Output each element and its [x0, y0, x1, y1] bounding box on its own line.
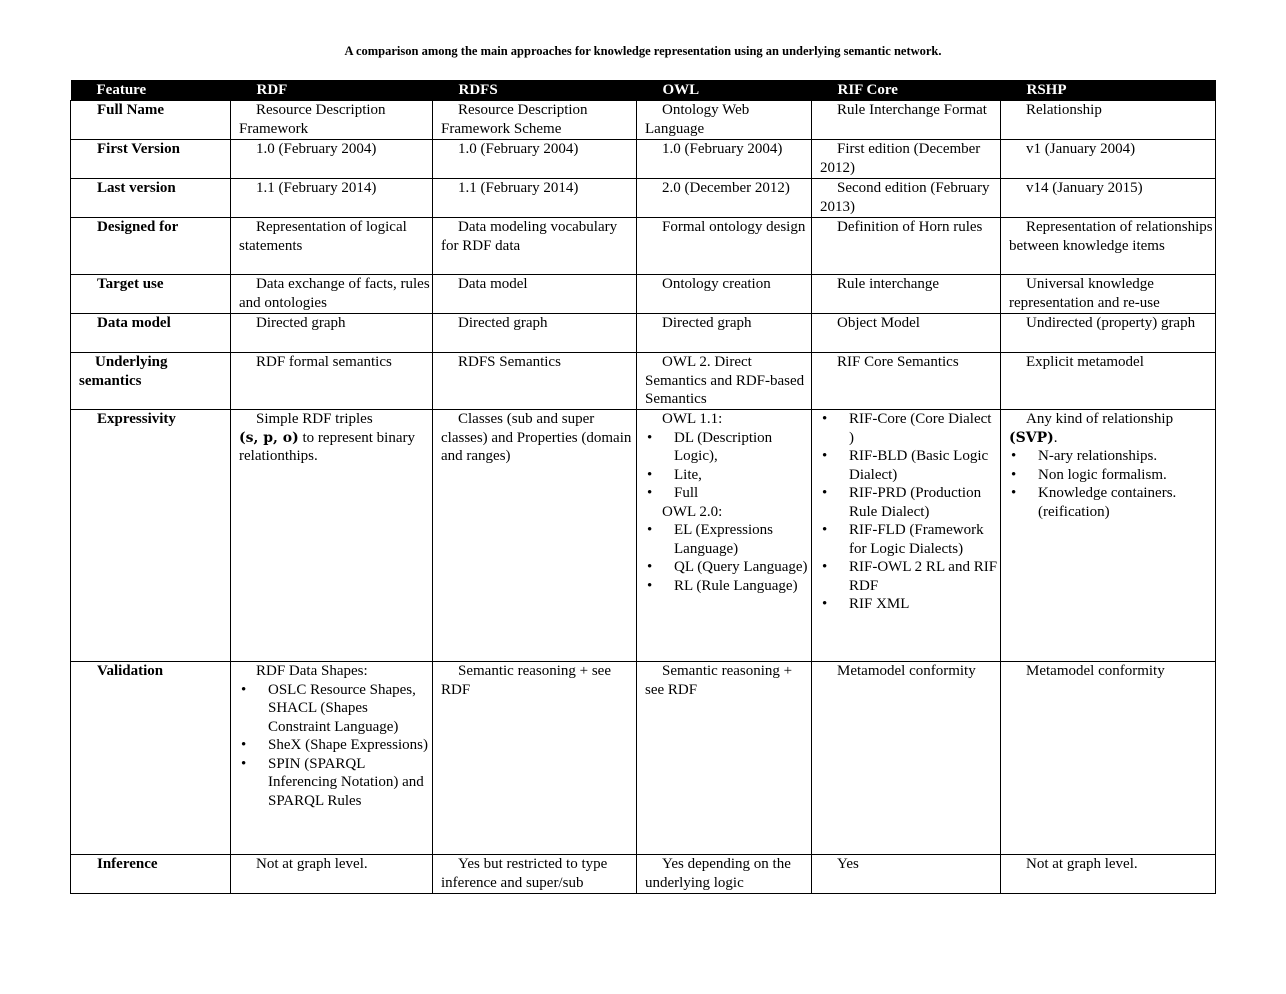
- rdf-shapes-list: [239, 681, 430, 811]
- rif-dialect-list: [820, 410, 998, 614]
- header-feature: Feature: [71, 80, 231, 101]
- row-label: Underlying semantics: [71, 353, 231, 410]
- owl-v2-heading: OWL 2.0:: [662, 503, 723, 520]
- rdf-shapes-heading: RDF Data Shapes:: [256, 663, 368, 679]
- list-item: • EL (Expressions Language): [645, 521, 809, 558]
- list-item: • Non logic formalism.: [1009, 466, 1213, 485]
- row-first-version: [71, 140, 1216, 179]
- cell-rdfs: 1.1 (February 2014): [433, 179, 637, 218]
- list-item: • N-ary relationships.: [1009, 447, 1213, 466]
- list-item: • RIF XML: [820, 595, 998, 614]
- row-label: Expressivity: [71, 410, 231, 662]
- rshp-svp: (SVP): [1009, 429, 1054, 446]
- list-item: • QL (Query Language): [645, 558, 809, 577]
- cell-owl: Formal ontology design: [637, 218, 812, 275]
- list-item: • SPIN (SPARQL Inferencing Notation) and SPARQL Rules: [239, 755, 430, 811]
- cell-rif: Definition of Horn rules: [812, 218, 1001, 275]
- cell-rshp: Metamodel conformity: [1001, 662, 1216, 855]
- cell-rif: [812, 410, 1001, 662]
- cell-owl: Ontology Web Language: [637, 101, 812, 140]
- cell-rdf: [231, 662, 433, 855]
- rdf-triple-notation: (s, p, o): [239, 429, 299, 446]
- list-item: • OSLC Resource Shapes, SHACL (Shapes Constraint Language): [239, 681, 430, 737]
- cell-rshp: Representation of relationships between knowledge items: [1001, 218, 1216, 275]
- row-validation: [71, 662, 1216, 855]
- row-label: Validation: [71, 662, 231, 855]
- rdf-binary-text: to represent binary relationthips.: [239, 429, 415, 464]
- row-label: Last version: [71, 179, 231, 218]
- cell-rdf: Data exchange of facts, rules and ontologies: [231, 275, 433, 314]
- cell-rshp: Not at graph level.: [1001, 855, 1216, 894]
- header-rdf: RDF: [231, 80, 433, 101]
- list-item: • Knowledge containers. (reification): [1009, 484, 1213, 521]
- cell-rshp: Relationship: [1001, 101, 1216, 140]
- list-item: • RIF-PRD (Production Rule Dialect): [820, 484, 998, 521]
- cell-rdf: Resource Description Framework: [231, 101, 433, 140]
- cell-rif: Object Model: [812, 314, 1001, 353]
- cell-rshp: Explicit metamodel: [1001, 353, 1216, 410]
- cell-rshp: Universal knowledge representation and re-use: [1001, 275, 1216, 314]
- cell-owl: Yes depending on the underlying logic: [637, 855, 812, 894]
- cell-owl: Directed graph: [637, 314, 812, 353]
- rshp-period: .: [1053, 429, 1058, 446]
- table-caption: A comparison among the main approaches for knowledge representation using an underlying semantic network.: [344, 44, 942, 58]
- list-item: • Full: [645, 484, 809, 503]
- cell-rdfs: Directed graph: [433, 314, 637, 353]
- owl-v1-heading: OWL 1.1:: [662, 411, 723, 427]
- cell-rdf: RDF formal semantics: [231, 353, 433, 410]
- cell-rshp: v1 (January 2004): [1001, 140, 1216, 179]
- comparison-table: [70, 80, 1216, 894]
- row-last-version: [71, 179, 1216, 218]
- cell-rshp: [1001, 410, 1216, 662]
- cell-rif: Yes: [812, 855, 1001, 894]
- list-item: • RL (Rule Language): [645, 577, 809, 596]
- cell-owl: OWL 2. Direct Semantics and RDF-based Semantics: [637, 353, 812, 410]
- header-rdfs: RDFS: [433, 80, 637, 101]
- row-expressivity: [71, 410, 1216, 662]
- owl-v2-list: [645, 521, 809, 595]
- row-underlying-semantics: [71, 353, 1216, 410]
- row-label: Target use: [71, 275, 231, 314]
- row-data-model: [71, 314, 1216, 353]
- rshp-features-list: [1009, 447, 1213, 521]
- cell-owl: 1.0 (February 2004): [637, 140, 812, 179]
- row-label: Inference: [71, 855, 231, 894]
- cell-owl: [637, 410, 812, 662]
- cell-rdfs: Data model: [433, 275, 637, 314]
- cell-rdfs: Resource Description Framework Scheme: [433, 101, 637, 140]
- row-label: Designed for: [71, 218, 231, 275]
- cell-rif: Rule Interchange Format: [812, 101, 1001, 140]
- cell-rif: First edition (December 2012): [812, 140, 1001, 179]
- cell-rdf: Representation of logical statements: [231, 218, 433, 275]
- list-item: • RIF-Core (Core Dialect ): [820, 410, 998, 447]
- header-rif-core: RIF Core: [812, 80, 1001, 101]
- list-item: • Lite,: [645, 466, 809, 485]
- cell-rdfs: 1.0 (February 2004): [433, 140, 637, 179]
- cell-rdfs: Semantic reasoning + see RDF: [433, 662, 637, 855]
- cell-owl: Semantic reasoning + see RDF: [637, 662, 812, 855]
- list-item: • RIF-FLD (Framework for Logic Dialects): [820, 521, 998, 558]
- row-label: Data model: [71, 314, 231, 353]
- cell-rdfs: Classes (sub and super classes) and Properties (domain and ranges): [433, 410, 637, 662]
- list-item: • SheX (Shape Expressions): [239, 736, 430, 755]
- cell-rdf: Directed graph: [231, 314, 433, 353]
- list-item: • DL (Description Logic),: [645, 429, 809, 466]
- cell-rdf: Not at graph level.: [231, 855, 433, 894]
- cell-rshp: Undirected (property) graph: [1001, 314, 1216, 353]
- cell-rdfs: Data modeling vocabulary for RDF data: [433, 218, 637, 275]
- row-inference: [71, 855, 1216, 894]
- header-owl: OWL: [637, 80, 812, 101]
- rshp-relationship-text: Any kind of relationship: [1026, 411, 1174, 427]
- rdf-triples-text: Simple RDF triples: [256, 411, 373, 427]
- cell-rdf: [231, 410, 433, 662]
- cell-rdf: 1.1 (February 2014): [231, 179, 433, 218]
- row-target-use: [71, 275, 1216, 314]
- cell-rshp: v14 (January 2015): [1001, 179, 1216, 218]
- row-designed-for: [71, 218, 1216, 275]
- list-item: • RIF-BLD (Basic Logic Dialect): [820, 447, 998, 484]
- cell-owl: 2.0 (December 2012): [637, 179, 812, 218]
- row-full-name: [71, 101, 1216, 140]
- row-label: Full Name: [71, 101, 231, 140]
- cell-owl: Ontology creation: [637, 275, 812, 314]
- cell-rdfs: Yes but restricted to type inference and super/sub: [433, 855, 637, 894]
- cell-rdf: 1.0 (February 2004): [231, 140, 433, 179]
- header-row: [71, 80, 1216, 101]
- cell-rif: Rule interchange: [812, 275, 1001, 314]
- owl-v1-list: [645, 429, 809, 503]
- header-rshp: RSHP: [1001, 80, 1216, 101]
- list-item: • RIF-OWL 2 RL and RIF RDF: [820, 558, 998, 595]
- cell-rif: RIF Core Semantics: [812, 353, 1001, 410]
- cell-rdfs: RDFS Semantics: [433, 353, 637, 410]
- cell-rif: Second edition (February 2013): [812, 179, 1001, 218]
- row-label: First Version: [71, 140, 231, 179]
- cell-rif: Metamodel conformity: [812, 662, 1001, 855]
